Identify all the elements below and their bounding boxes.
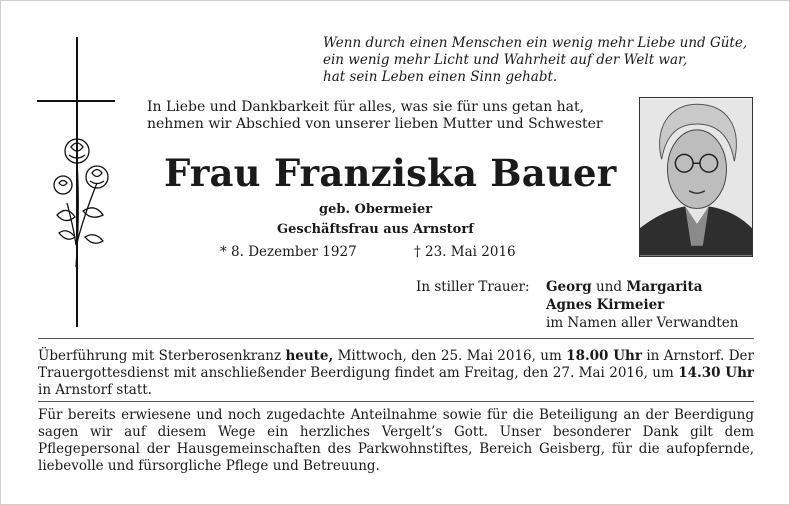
text-run: Mittwoch, den 25. Mai 2016, um bbox=[333, 348, 567, 364]
intro-line: In Liebe und Dankbarkeit für alles, was sie für uns getan hat, bbox=[147, 99, 585, 115]
mourner-name: Agnes Kirmeier bbox=[546, 297, 665, 313]
text-run: 14.30 Uhr bbox=[678, 365, 754, 381]
cross-horizontal-beam bbox=[37, 100, 115, 102]
intro-text bbox=[147, 99, 603, 133]
maiden-name: geb. Obermeier bbox=[319, 202, 433, 217]
deceased-name: Frau Franziska Bauer bbox=[164, 151, 617, 195]
thanks-paragraph: Für bereits erwiesene und noch zugedachte Anteilnahme sowie für die Beteiligung an der Beerdigung sagen wir auf diesem Wege ein herzliches Vergelt’s Gott. Unser besonderer Dank gilt dem Pflegepersonal der Hausgemeinschaften des Parkwohnstiftes, Bereich Geisberg, für die aufopfernde, liebevolle und fürsorgliche Pflege und Betreuung. bbox=[38, 407, 754, 474]
divider bbox=[38, 338, 754, 339]
intro-line: nehmen wir Abschied von unserer lieben Mutter und Schwester bbox=[147, 116, 603, 132]
quote-line: hat sein Leben einen Sinn gehabt. bbox=[323, 69, 558, 85]
quote-line: Wenn durch einen Menschen ein wenig mehr Liebe und Güte, bbox=[323, 35, 748, 51]
quote-line: ein wenig mehr Licht und Wahrheit auf der Welt war, bbox=[323, 52, 688, 68]
text-run: Überführung mit Sterberosenkranz bbox=[38, 348, 286, 364]
text-run: in Arnstorf. Der Trauergottesdienst mit anschließender Beerdigung findet am Freitag, den 27. Mai 2016, um bbox=[38, 348, 754, 381]
divider bbox=[38, 401, 754, 402]
mourner-line bbox=[546, 279, 703, 295]
mourner-conjunction: und bbox=[591, 279, 627, 295]
portrait-photo bbox=[639, 97, 753, 257]
text-run: 18.00 Uhr bbox=[566, 348, 642, 364]
birth-date: * 8. Dezember 1927 bbox=[220, 244, 357, 260]
funeral-details bbox=[38, 348, 754, 399]
occupation: Geschäftsfrau aus Arnstorf bbox=[277, 222, 474, 237]
mourners-label: In stiller Trauer: bbox=[416, 279, 530, 295]
text-run: heute, bbox=[285, 348, 334, 364]
memorial-quote bbox=[323, 35, 747, 86]
mourner-name: Margarita bbox=[626, 279, 703, 295]
relatives-note: im Namen aller Verwandten bbox=[546, 315, 739, 331]
mourner-name: Georg bbox=[546, 279, 592, 295]
text-run: in Arnstorf statt. bbox=[38, 382, 152, 398]
rose-branch-icon bbox=[49, 133, 115, 269]
death-date: † 23. Mai 2016 bbox=[414, 244, 516, 260]
